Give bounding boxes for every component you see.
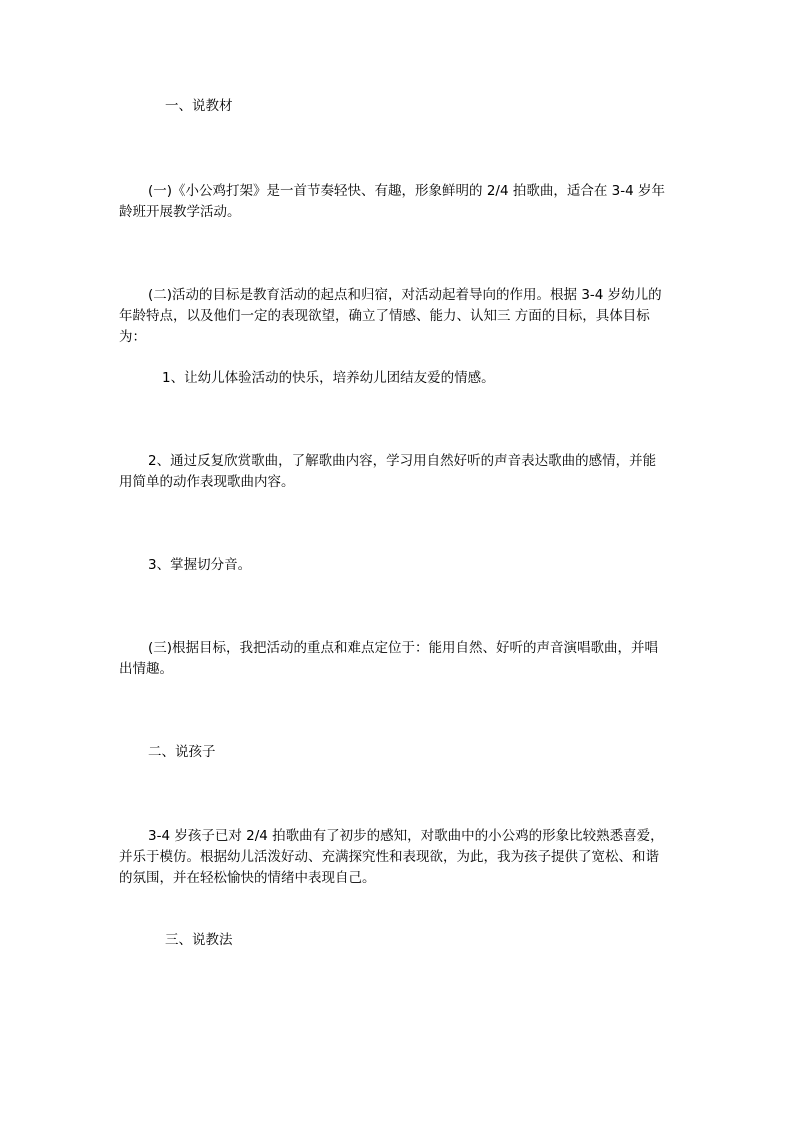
paragraph-3-line-2: 出情趣。: [119, 661, 173, 677]
goal-2-line-2: 用简单的动作表现歌曲内容。: [119, 474, 295, 490]
paragraph-4-line-3: 的氛围，并在轻松愉快的情绪中表现自己。: [119, 870, 376, 886]
goal-3: 3、掌握切分音。: [148, 557, 252, 573]
heading-shuo-jiaocai: 一、说教材: [165, 98, 233, 114]
paragraph-1-line-1: (一)《小公鸡打架》是一首节奏轻快、有趣，形象鲜明的 2/4 拍歌曲，适合在 3-4 岁年: [148, 183, 665, 199]
heading-shuo-haizi: 二、说孩子: [148, 744, 216, 760]
paragraph-1-line-2: 龄班开展教学活动。: [119, 204, 241, 220]
goal-2-line-1: 2、通过反复欣赏歌曲，了解歌曲内容，学习用自然好听的声音表达歌曲的感情，并能: [148, 453, 657, 469]
paragraph-2-line-3: 为：: [119, 329, 146, 345]
heading-shuo-jiaofa: 三、说教法: [165, 932, 233, 948]
paragraph-2-line-1: (二)活动的目标是教育活动的起点和归宿，对活动起着导向的作用。根据 3-4 岁幼儿的: [148, 287, 662, 303]
paragraph-2-line-2: 年龄特点，以及他们一定的表现欲望，确立了情感、能力、认知三 方面的目标，具体目标: [119, 308, 650, 324]
paragraph-4-line-2: 并乐于模仿。根据幼儿活泼好动、充满探究性和表现欲，为此，我为孩子提供了宽松、和谐: [119, 849, 659, 865]
paragraph-3-line-1: (三)根据目标，我把活动的重点和难点定位于：能用自然、好听的声音演唱歌曲，并唱: [148, 640, 659, 656]
paragraph-4-line-1: 3-4 岁孩子已对 2/4 拍歌曲有了初步的感知，对歌曲中的小公鸡的形象比较熟悉喜爱，: [148, 828, 664, 844]
goal-1: 1、让幼儿体验活动的快乐，培养幼儿团结友爱的情感。: [162, 370, 495, 386]
